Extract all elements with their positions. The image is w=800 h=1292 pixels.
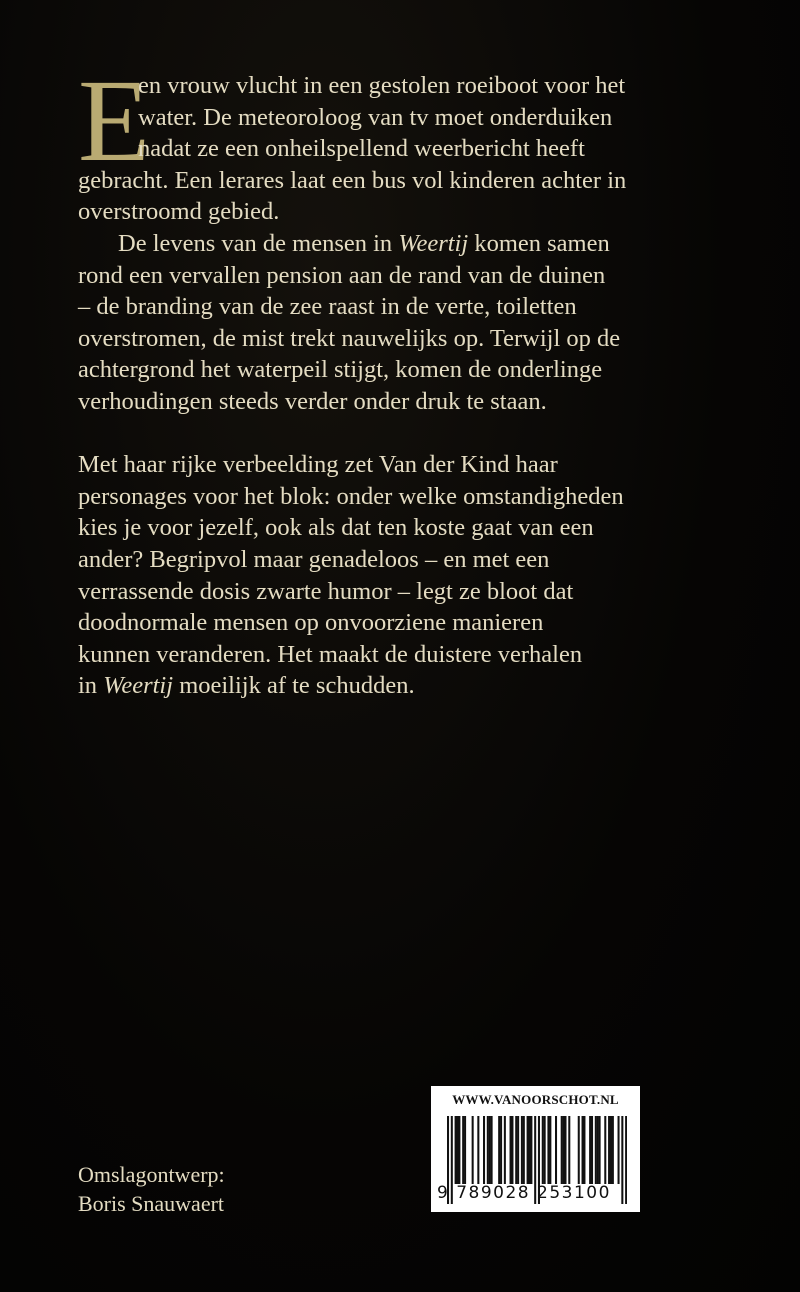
- text-segment: in: [78, 672, 104, 700]
- barcode-bar: [464, 1116, 466, 1184]
- text-line: gebracht. Een lerares laat een bus vol kinderen achter in: [78, 166, 627, 194]
- barcode-bar: [625, 1116, 627, 1204]
- barcode-bar: [472, 1116, 474, 1184]
- text-line: kies je voor jezelf, ook als dat ten koste gaat van een: [78, 514, 594, 542]
- text-segment: komen samen: [468, 229, 610, 257]
- barcode-bar: [521, 1116, 523, 1184]
- barcode-bar: [610, 1116, 612, 1184]
- text-line: Met haar rijke verbeelding zet Van der Kind haar: [78, 451, 558, 479]
- text-line: achtergrond het waterpeil stijgt, komen de onderlinge: [78, 356, 603, 384]
- barcode-bar: [618, 1116, 620, 1184]
- barcode-bar: [583, 1116, 585, 1184]
- barcode-bar: [542, 1116, 544, 1184]
- barcode-bar: [591, 1116, 593, 1184]
- barcode-bar: [568, 1116, 570, 1184]
- barcode-bar: [561, 1116, 563, 1184]
- text-segment: moeilijk af te schudden.: [173, 672, 415, 700]
- barcode-bar: [595, 1116, 597, 1184]
- isbn-barcode: [431, 1086, 640, 1212]
- text-line: overstroomd gebied.: [78, 198, 280, 226]
- barcode-bar: [504, 1116, 506, 1184]
- barcode-bar: [458, 1116, 460, 1184]
- book-title: Weertij: [398, 229, 469, 257]
- barcode-bar: [612, 1116, 614, 1184]
- text-line: water. De meteoroloog van tv moet onderduiken: [138, 103, 613, 131]
- text-line: verrassende dosis zwarte humor – legt ze bloot dat: [78, 577, 574, 605]
- text-line: en vrouw vlucht in een gestolen roeiboot voor het: [138, 72, 626, 99]
- barcode-bar: [563, 1116, 565, 1184]
- barcode-bar: [462, 1116, 464, 1184]
- text-line: rond een vervallen pension aan de rand van de duinen: [78, 261, 606, 289]
- barcode-bar: [523, 1116, 525, 1184]
- drop-cap: E: [78, 55, 151, 186]
- barcode-bar: [511, 1116, 513, 1184]
- barcode-bar: [455, 1116, 457, 1184]
- barcode-bar: [483, 1116, 485, 1184]
- barcode-bar: [487, 1116, 489, 1184]
- barcode-bar: [597, 1116, 599, 1184]
- barcode-bar: [498, 1116, 500, 1184]
- barcode-bar: [456, 1116, 458, 1184]
- barcode-bar: [608, 1116, 610, 1184]
- barcode-bar: [527, 1116, 529, 1184]
- credit-name: Boris Snauwaert: [78, 1191, 225, 1216]
- barcode-bar: [510, 1116, 512, 1184]
- text-line: personages voor het blok: onder welke omstandigheden: [78, 482, 624, 510]
- barcode-bar: [517, 1116, 519, 1184]
- barcode-bar: [491, 1116, 493, 1184]
- isbn-number: 9 789028 253100: [437, 1183, 611, 1203]
- barcode-bar: [589, 1116, 591, 1184]
- text-line: doodnormale mensen op onvoorziene manieren: [78, 609, 544, 637]
- barcode-bar: [528, 1116, 530, 1184]
- barcode-bar: [564, 1116, 566, 1184]
- barcode-bar: [547, 1116, 549, 1184]
- barcode-bar: [599, 1116, 601, 1184]
- text-line: kunnen veranderen. Het maakt de duistere verhalen: [78, 640, 583, 668]
- text-line: verhoudingen steeds verder onder druk te staan.: [78, 387, 547, 415]
- credit-label: Omslagontwerp:: [78, 1162, 225, 1187]
- barcode-bar: [555, 1116, 557, 1184]
- barcode-bar: [544, 1116, 546, 1184]
- book-title: Weertij: [103, 672, 174, 700]
- barcode-bar: [530, 1116, 532, 1184]
- barcode-bar: [604, 1116, 606, 1184]
- blurb: [78, 55, 678, 702]
- barcode-bar: [578, 1116, 580, 1184]
- barcode-bar: [549, 1116, 551, 1184]
- barcode-bar: [621, 1116, 623, 1204]
- barcode-bar: [477, 1116, 479, 1184]
- barcode-bar: [489, 1116, 491, 1184]
- text-line: – de branding van de zee raast in de verte, toiletten: [78, 293, 577, 321]
- barcode-bar: [500, 1116, 502, 1184]
- cover-design-credit: [78, 1160, 225, 1218]
- text-line: ander? Begripvol maar genadeloos – en met een: [78, 545, 550, 573]
- text-line: nadat ze een onheilspellend weerbericht heeft: [138, 135, 585, 163]
- barcode-bar: [515, 1116, 517, 1184]
- barcode-bar: [582, 1116, 584, 1184]
- text-line: overstromen, de mist trekt nauwelijks op. Terwijl op de: [78, 324, 621, 352]
- publisher-url: WWW.VANOORSCHOT.NL: [452, 1092, 619, 1107]
- text-segment: De levens van de mensen in: [118, 229, 399, 257]
- text-line: [78, 228, 678, 260]
- text-line: [78, 670, 678, 702]
